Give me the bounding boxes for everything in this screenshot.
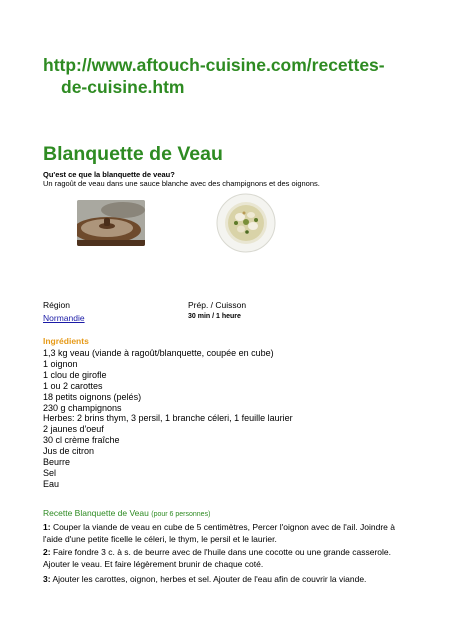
method-heading	[43, 508, 210, 518]
ingredient-item: Beurre	[43, 457, 71, 468]
ingredient-item: 1,3 kg veau (viande à ragoût/blanquette, coupée en cube)	[43, 348, 274, 358]
url-line-2: de-cuisine.htm	[61, 77, 185, 97]
method-title: Recette Blanquette de Veau	[43, 508, 149, 518]
ingredient-item: Herbes: 2 brins thym, 3 persil, 1 branche céleri, 1 feuille laurier	[43, 413, 293, 424]
ingredient-item: Eau	[43, 478, 60, 489]
casserole-photo	[77, 200, 145, 246]
recipe-site-link[interactable]	[43, 54, 433, 98]
recipe-description: Un ragoût de veau dans une sauce blanche avec des champignons et des oignons.	[43, 179, 320, 188]
method-step	[43, 521, 413, 545]
blanquette-plate-photo	[216, 193, 276, 253]
ingredient-item: Sel	[43, 467, 57, 478]
recipe-title: Blanquette de Veau	[43, 143, 223, 165]
ingredient-item: 230 g champignons	[43, 402, 122, 413]
step-number: 2:	[43, 547, 51, 557]
ingredient-item: 1 oignon	[43, 358, 78, 369]
prep-cook-label: Prép. / Cuisson	[188, 300, 247, 310]
step-text: Ajouter les carottes, oignon, herbes et sel. Ajouter de l'eau afin de couvrir la viande.	[52, 574, 367, 584]
region-label: Région	[43, 300, 70, 310]
ingredient-item: 2 jaunes d'oeuf	[43, 424, 104, 435]
prep-cook-time: 30 min / 1 heure	[188, 313, 241, 320]
step-number: 1:	[43, 522, 51, 532]
step-text: Couper la viande de veau en cube de 5 centimètres, Percer l'oignon avec de l'ail. Joindre à l'aide d'une petite ficelle le céleri, le thym, le persil et le laurier.	[43, 522, 395, 544]
ingredient-item: 1 ou 2 carottes	[43, 380, 103, 391]
method-step	[43, 546, 413, 570]
step-text: Faire fondre 3 c. à s. de beurre avec de l'huile dans une cocotte ou une grande casserole. Ajouter le veau. Et faire légèrement brunir de chaque coté.	[43, 547, 391, 569]
step-number: 3:	[43, 574, 51, 584]
ingredient-item: 30 cl crème fraîche	[43, 435, 120, 446]
region-link[interactable]: Normandie	[43, 313, 85, 323]
servings-note: (pour 6 personnes)	[151, 511, 211, 518]
ingredient-item: 18 petits oignons (pelés)	[43, 391, 142, 402]
method-step	[43, 573, 413, 585]
url-line-1: http://www.aftouch-cuisine.com/recettes-	[43, 55, 385, 75]
ingredients-list	[43, 348, 293, 490]
ingredient-item: Jus de citron	[43, 446, 95, 457]
ingredients-heading: Ingrédients	[43, 336, 89, 346]
recipe-question: Qu'est ce que la blanquette de veau?	[43, 170, 175, 179]
ingredient-item: 1 clou de girofle	[43, 369, 107, 380]
